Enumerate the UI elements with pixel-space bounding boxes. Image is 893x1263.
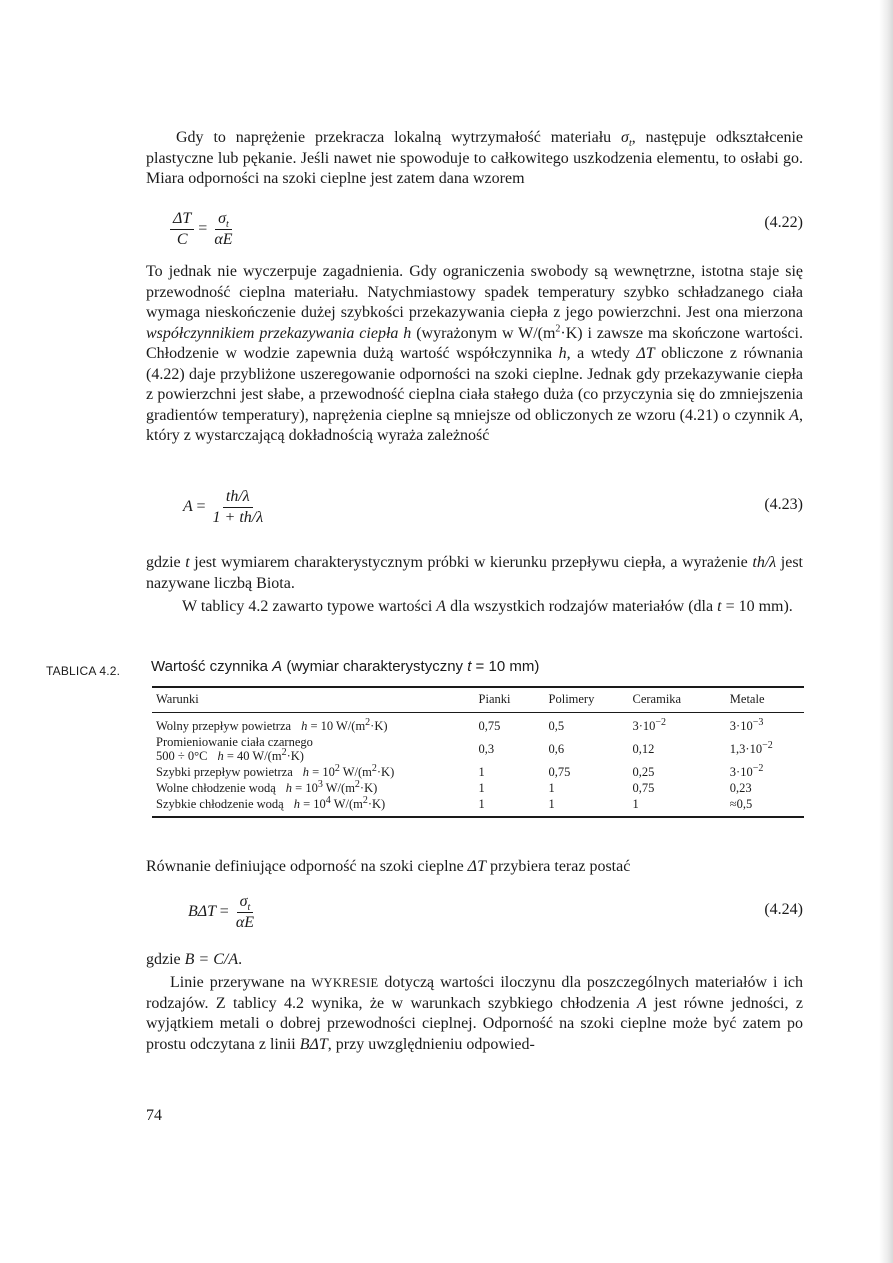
symbol: A [272, 658, 283, 675]
symbol: A [789, 406, 799, 424]
symbol: BΔT [299, 1035, 328, 1053]
lhs: BΔT [188, 903, 216, 921]
equals-sign: = [196, 498, 206, 516]
superscript: −2 [762, 739, 773, 751]
superscript: −2 [655, 716, 667, 728]
symbol: ΔT [636, 345, 655, 362]
denominator: αE [235, 914, 254, 931]
text: To jednak nie wyczerpuje zagadnienia. Gdy ograniczenia swobody są wewnętrzne, istotna staje się przewodność cieplna materiału. Natychmiastowy spadek temperatury szybko schładzanego ciała wymaga nieskończenie dużej szybkości przekazywania ciepła z jego powierzchni. Jest ona mierzona [146, 263, 803, 321]
text: = 40 W/(m [223, 749, 282, 763]
cell-polimery: 1 [548, 797, 555, 811]
table-row [152, 713, 804, 735]
subscript: t [247, 902, 251, 914]
text: dla wszystkich rodzajów materiałów (dla [446, 598, 718, 615]
superscript: 2 [281, 746, 287, 758]
column-header: Pianki [478, 692, 511, 706]
cell-pianki: 0,3 [478, 742, 495, 756]
cell-ceramika [629, 780, 726, 796]
text: dotyczą wartości iloczynu dla poszczególnych materiałów i ich rodzajów. Z tablicy 4.2 wynika, że w warunkach szybkiego chłodzenia [146, 974, 804, 1012]
fraction-left [170, 210, 194, 249]
denominator: C [176, 231, 188, 248]
numerator: ΔT [170, 210, 194, 230]
text: 0,12 [632, 742, 655, 756]
symbol: t [717, 598, 722, 615]
paragraph-3 [146, 553, 803, 594]
cell-condition [152, 713, 475, 735]
equation-number: (4.23) [764, 496, 803, 513]
cell-condition [152, 780, 475, 796]
symbol: ΔT [467, 858, 486, 875]
symbol: h [302, 765, 310, 779]
text: 0,75 [632, 781, 655, 795]
table-caption [151, 658, 539, 675]
fraction [233, 893, 257, 932]
cell-pianki: 0,75 [478, 719, 501, 733]
superscript: 2 [365, 716, 371, 728]
text: ·K) i zawsze ma skończone wartości. Chłodzenie w wodzie zapewnia dużą wartość współczynnika [146, 324, 803, 362]
cell-metale [726, 796, 804, 817]
fraction [210, 488, 267, 527]
column-header: Metale [729, 692, 765, 706]
text: , przy uwzględnieniu odpowied- [327, 1035, 535, 1053]
paragraph-5 [146, 857, 803, 878]
text: , a wtedy [566, 345, 637, 362]
table-header-row [152, 687, 804, 713]
cell-ceramika [629, 713, 726, 735]
text: 3·10 [632, 719, 656, 733]
text: jest wymiarem charakterystycznym próbki w kierunku przepływu ciepła, a wyrażenie [189, 554, 753, 571]
term: współczynnikiem przekazywania ciepła h [146, 324, 412, 342]
text: 1 [632, 797, 639, 811]
symbol: t [185, 554, 190, 571]
text: . [238, 951, 243, 968]
text: = 10 [299, 797, 326, 811]
lhs: A [183, 498, 193, 516]
symbol: h [301, 719, 308, 733]
sigma-symbol: σ [621, 129, 629, 146]
cell-pianki: 1 [478, 797, 485, 811]
text: W/(m [330, 797, 363, 811]
text: Linie przerywane na [170, 974, 312, 991]
text: = 10 [292, 781, 318, 795]
text: W tablicy 4.2 zawarto typowe wartości [182, 598, 437, 615]
table-row [152, 780, 804, 796]
superscript: 2 [354, 778, 360, 790]
column-header: Warunki [156, 692, 199, 706]
symbol: h [558, 345, 567, 362]
text: , następuje odkształcenie plastyczne lub pękanie. Jeśli nawet nie spowoduje to całkowitego uszkodzenia elementu, to osłabi go. Miara odporności na szoki cieplne jest zatem dana wzorem [146, 129, 803, 187]
superscript: 4 [325, 794, 331, 806]
denominator: αE [214, 231, 233, 248]
table-row [152, 764, 804, 780]
text: = 10 mm). [721, 598, 793, 615]
page-edge-shadow [879, 0, 893, 1263]
text: 1,3·10 [729, 742, 763, 756]
text: Szybki przepływ powietrza [156, 765, 293, 779]
text: ·K) [367, 797, 386, 811]
numerator: th/λ [223, 488, 253, 508]
cell-pianki: 1 [478, 781, 485, 795]
symbol: h [217, 749, 224, 763]
page-number: 74 [146, 1107, 162, 1124]
data-table [152, 686, 804, 818]
text: , który z wystarczającą dokładnością wyraża zależność [146, 406, 803, 444]
paragraph-4 [146, 597, 803, 618]
text: = 10 W/(m [307, 719, 366, 733]
cell-polimery: 0,5 [548, 719, 565, 733]
superscript: 2 [371, 762, 377, 774]
text: 3·10 [729, 765, 753, 779]
subscript: t [225, 219, 229, 231]
symbol: A [637, 994, 647, 1012]
column-header: Polimery [548, 692, 595, 706]
symbol: t [467, 658, 472, 675]
text: Równanie definiujące odporność na szoki cieplne [146, 858, 468, 875]
cell-polimery: 1 [548, 781, 555, 795]
text: gdzie [146, 951, 185, 968]
subscript: t [628, 138, 632, 150]
paragraph-6 [146, 950, 803, 971]
cell-metale [726, 734, 804, 764]
text: W/(m [322, 781, 355, 795]
text: ·K) [376, 765, 395, 779]
text: przybiera teraz postać [485, 858, 631, 875]
numerator [215, 210, 232, 230]
equation-4-23 [183, 488, 266, 527]
text: ·K) [370, 719, 388, 733]
paragraph-7 [146, 973, 803, 1055]
equation-number: (4.22) [764, 214, 803, 231]
sigma-symbol: σ [218, 210, 226, 227]
text: ·K) [359, 781, 378, 795]
equation-4-22 [170, 210, 236, 249]
equals-sign: = [198, 220, 208, 238]
text: Wolne chłodzenie wodą [156, 781, 276, 795]
text: jest nazywane liczbą Biota. [146, 554, 804, 592]
superscript: 3 [317, 778, 323, 790]
numerator [237, 893, 254, 913]
cell-ceramika [629, 796, 726, 817]
equation-4-24 [188, 893, 257, 932]
text: 0,25 [632, 765, 655, 779]
text: 3·10 [729, 719, 753, 733]
fraction-right [211, 210, 235, 249]
text: jest równe jedności, z wyjątkiem metali o dobrej przewodności cieplnej. Odporność na szoki cieplne może być zatem po prostu odczytana z linii [146, 994, 803, 1053]
equation-number: (4.24) [764, 901, 803, 918]
cell-polimery: 0,75 [548, 765, 571, 779]
text: Wartość czynnika [151, 658, 273, 675]
cell-ceramika [629, 764, 726, 780]
symbol: h [285, 781, 293, 795]
superscript: 2 [555, 323, 561, 335]
cell-metale [726, 713, 804, 735]
superscript: 2 [362, 794, 368, 806]
text: 0,23 [729, 781, 752, 795]
cell-metale [726, 780, 804, 796]
paragraph-2 [146, 262, 803, 447]
text: gdzie [146, 554, 186, 571]
superscript: −3 [752, 716, 764, 728]
superscript: 2 [334, 762, 340, 774]
cell-metale [726, 764, 804, 780]
text: Gdy to naprężenie przekracza lokalną wytrzymałość materiału [176, 129, 622, 146]
text: W/(m [339, 765, 372, 779]
table-row [152, 734, 804, 764]
text: ≈0,5 [729, 797, 753, 811]
text: Promieniowanie ciała czarnego [156, 735, 313, 749]
cell-pianki: 1 [478, 765, 485, 779]
equals-sign: = [219, 903, 229, 921]
text: obliczone z równania (4.22) daje przybliżone uszeregowanie odporności na szoki cieplne. Jednak gdy przekazywanie ciepła z powierzchni jest słabe, a przewodność cieplna ciała stałego duża (co przyczynia się do zmniejszenia gradientów temperatury), naprężenia cieplne są mniejsze od obliczonych ze wzoru (4.21) o czynnik [146, 345, 803, 424]
paragraph-1 [146, 128, 803, 190]
denominator: 1 + th/λ [212, 509, 264, 526]
expression: th/λ [752, 554, 777, 571]
table-tag: TABLICA 4.2. [46, 664, 121, 678]
cell-condition [152, 734, 475, 764]
sigma-symbol: σ [239, 893, 248, 910]
text: ·K) [286, 749, 304, 763]
text: Szybkie chłodzenie wodą [156, 797, 284, 811]
text: (wymiar charakterystyczny [282, 658, 468, 675]
cell-condition [152, 796, 475, 817]
smallcaps-text: WYKRESIE [311, 976, 379, 990]
column-header: Ceramika [632, 692, 682, 706]
text: 500 ÷ 0°C [156, 749, 208, 763]
cell-ceramika [629, 734, 726, 764]
cell-polimery: 0,6 [548, 742, 565, 756]
text: (wyrażonym w W/(m [411, 324, 556, 342]
text: = 10 mm) [471, 658, 540, 675]
cell-condition [152, 764, 475, 780]
superscript: −2 [752, 762, 764, 774]
expression: B = C/A [184, 951, 239, 968]
text: = 10 [309, 765, 335, 779]
table-row [152, 796, 804, 817]
symbol: A [436, 598, 447, 615]
text: Wolny przepływ powietrza [156, 719, 292, 733]
symbol: h [293, 797, 300, 811]
